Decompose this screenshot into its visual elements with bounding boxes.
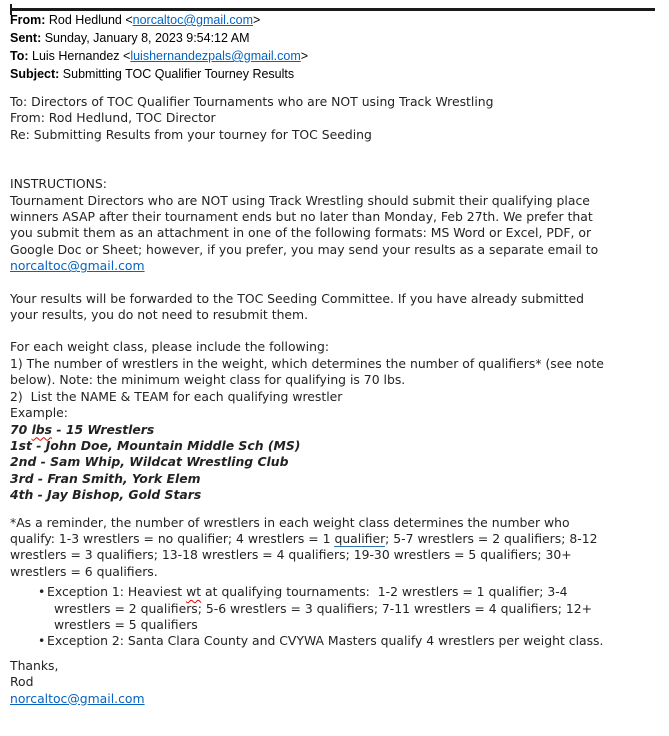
instructions-email-line xyxy=(10,258,660,274)
exception-2-lines xyxy=(47,633,660,649)
reminder-line-mixed xyxy=(10,531,660,547)
example-label: Example: xyxy=(10,405,68,421)
example-entry: 4th - Jay Bishop, Gold Stars xyxy=(10,487,202,503)
reminder-post: ; 5-7 wrestlers = 2 qualifiers; 8-12 xyxy=(385,530,598,546)
exception-1-pre: Exception 1: Heaviest xyxy=(47,584,187,600)
to-value: Luis Hernandez < xyxy=(28,49,131,63)
closing-email-line xyxy=(10,691,660,707)
body-addr-to: To: Directors of TOC Qualifier Tournaments who are NOT using Track Wrestling xyxy=(10,94,494,109)
header-to-row xyxy=(10,47,308,65)
exception-2-item xyxy=(10,633,660,649)
header-sent-row xyxy=(10,29,308,47)
instructions-line: Tournament Directors who are NOT using Track Wrestling should submit their qualifying place xyxy=(10,192,590,208)
instructions-line: you submit them as an attachment in one of the following formats: MS Word or Excel, PDF, or xyxy=(10,225,592,241)
weight-item-1: 1) The number of wrestlers in the weight, which determines the number of qualifiers* (see note xyxy=(10,355,604,371)
example-entry: 2nd - Sam Whip, Wildcat Wrestling Club xyxy=(10,454,289,470)
from-value: Rod Hedlund < xyxy=(45,13,133,27)
email-body xyxy=(10,94,660,707)
example-weight-line xyxy=(10,422,660,438)
closing-email-link[interactable]: norcaltoc@gmail.com xyxy=(10,690,145,706)
qualifier-underlined: qualifier xyxy=(334,530,386,546)
bullet-icon: • xyxy=(38,584,46,600)
instructions-title: INSTRUCTIONS: xyxy=(10,176,107,192)
header-subject-row xyxy=(10,65,308,83)
exception-1-item xyxy=(10,584,660,633)
exception-list xyxy=(10,584,660,650)
from-label: From: xyxy=(10,13,46,27)
example-entry: 3rd - Fran Smith, York Elem xyxy=(10,470,201,486)
to-label: To: xyxy=(10,49,29,63)
exception-2-line: Exception 2: Santa Clara County and CVYWA Masters qualify 4 wrestlers per weight class. xyxy=(47,633,604,649)
reminder-line: wrestlers = 3 qualifiers; 13-18 wrestlers = 4 qualifiers; 19-30 wrestlers = 5 qualifiers; 30+ xyxy=(10,547,572,563)
exception-1-line-3: wrestlers = 5 qualifiers xyxy=(54,616,198,632)
instructions-line: winners ASAP after their tournament ends but no later than Monday, Feb 27th. We prefer that xyxy=(10,209,593,225)
email-header xyxy=(10,11,308,83)
forward-line: your results, you do not need to resubmit them. xyxy=(10,307,309,323)
sent-label: Sent: xyxy=(10,31,42,45)
exception-1-post: at qualifying tournaments: 1-2 wrestlers = 1 qualifier; 3-4 xyxy=(201,584,568,600)
closing-thanks: Thanks, xyxy=(10,657,59,673)
sent-value: Sunday, January 8, 2023 9:54:12 AM xyxy=(41,31,250,45)
weight-item-2: 2) List the NAME & TEAM for each qualifying wrestler xyxy=(10,388,343,404)
from-suffix: > xyxy=(253,13,261,27)
reminder-line: wrestlers = 6 qualifiers. xyxy=(10,563,158,579)
weight-item-1-cont: below). Note: the minimum weight class for qualifying is 70 lbs. xyxy=(10,372,406,388)
instructions-line: Google Doc or Sheet; however, if you prefer, you may send your results as a separate email to xyxy=(10,241,599,257)
misspelled-wt: wt xyxy=(186,584,202,600)
example-weight-pre: 70 xyxy=(10,421,32,437)
exception-1-line-2: wrestlers = 2 qualifiers; 5-6 wrestlers = 3 qualifiers; 7-11 wrestlers = 4 qualifiers; 12+ xyxy=(54,600,593,616)
exception-1-lines xyxy=(47,584,660,633)
closing-name: Rod xyxy=(10,674,34,690)
bullet-icon: • xyxy=(38,633,46,649)
to-email-link[interactable]: luishernandezpals@gmail.com xyxy=(130,49,301,63)
forward-line: Your results will be forwarded to the TOC Seeding Committee. If you have already submitted xyxy=(10,290,584,306)
subject-label: Subject: xyxy=(10,67,60,81)
subject-value: Submitting TOC Qualifier Tourney Results xyxy=(59,67,295,81)
reminder-pre: qualify: 1-3 wrestlers = no qualifier; 4 wrestlers = 1 xyxy=(10,530,335,546)
body-addr-from: From: Rod Hedlund, TOC Director xyxy=(10,110,216,126)
results-email-link[interactable]: norcaltoc@gmail.com xyxy=(10,258,145,274)
to-suffix: > xyxy=(300,49,309,63)
reminder-line: *As a reminder, the number of wrestlers in each weight class determines the number who xyxy=(10,514,570,530)
from-email-link[interactable]: norcaltoc@gmail.com xyxy=(132,13,254,27)
weight-intro: For each weight class, please include the following: xyxy=(10,339,329,355)
exception-1-line-1 xyxy=(47,584,660,600)
body-addr-re: Re: Submitting Results from your tourney for TOC Seeding xyxy=(10,126,372,142)
misspelled-lbs: lbs xyxy=(31,421,53,437)
example-weight-post: - 15 Wrestlers xyxy=(52,421,155,437)
example-entry: 1st - John Doe, Mountain Middle Sch (MS) xyxy=(10,437,301,453)
header-from-row xyxy=(10,11,308,29)
